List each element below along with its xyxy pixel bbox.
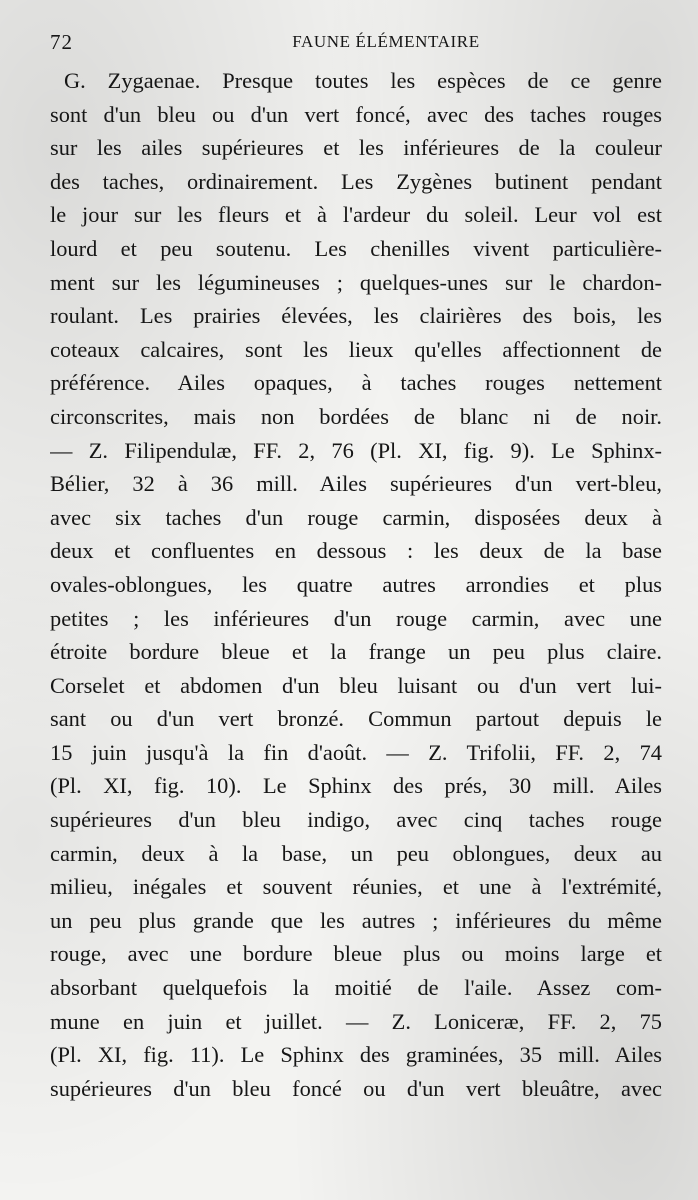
text-line: le jour sur les fleurs et à l'ardeur du soleil. Leur vol est bbox=[50, 202, 662, 228]
text-line: Corselet et abdomen d'un bleu luisant ou d'un vert lui- bbox=[50, 672, 662, 698]
text-line: deux et confluentes en dessous : les deux de la base bbox=[50, 538, 662, 564]
text-line: 15 juin jusqu'à la fin d'août. — Z. Trifolii, FF. 2, 74 bbox=[50, 739, 662, 765]
text-line: avec six taches d'un rouge carmin, disposées deux à bbox=[50, 504, 662, 530]
text-line: supérieures d'un bleu foncé ou d'un vert bleuâtre, avec bbox=[50, 1075, 662, 1101]
running-title: FAUNE ÉLÉMENTAIRE bbox=[292, 32, 480, 51]
text-line: sont d'un bleu ou d'un vert foncé, avec des taches rouges bbox=[50, 101, 662, 127]
text-line: ment sur les légumineuses ; quelques-unes sur le chardon- bbox=[50, 269, 662, 295]
text-line: — Z. Filipendulæ, FF. 2, 76 (Pl. XI, fig. 9). Le Sphinx- bbox=[50, 437, 662, 463]
text-line: un peu plus grande que les autres ; inférieures du même bbox=[50, 907, 662, 933]
text-line: des taches, ordinairement. Les Zygènes butinent pendant bbox=[50, 168, 662, 194]
text-line: (Pl. XI, fig. 11). Le Sphinx des graminées, 35 mill. Ailes bbox=[50, 1042, 662, 1068]
text-line: Bélier, 32 à 36 mill. Ailes supérieures d'un vert-bleu, bbox=[50, 471, 662, 497]
text-line: sant ou d'un vert bronzé. Commun partout depuis le bbox=[50, 706, 662, 732]
text-line: carmin, deux à la base, un peu oblongues, deux au bbox=[50, 840, 662, 866]
text-line: milieu, inégales et souvent réunies, et une à l'extrémité, bbox=[50, 874, 662, 900]
text-line: roulant. Les prairies élevées, les clairières des bois, les bbox=[50, 303, 662, 329]
text-line: petites ; les inférieures d'un rouge carmin, avec une bbox=[50, 605, 662, 631]
body-text bbox=[50, 64, 662, 1105]
text-line: lourd et peu soutenu. Les chenilles vivent particulière- bbox=[50, 235, 662, 261]
text-line: absorbant quelquefois la moitié de l'aile. Assez com- bbox=[50, 975, 662, 1001]
text-line: étroite bordure bleue et la frange un peu plus claire. bbox=[50, 639, 662, 665]
text-line: sur les ailes supérieures et les inférieures de la couleur bbox=[50, 135, 662, 161]
text-line: supérieures d'un bleu indigo, avec cinq taches rouge bbox=[50, 807, 662, 833]
text-line: mune en juin et juillet. — Z. Loniceræ, FF. 2, 75 bbox=[50, 1008, 662, 1034]
text-line: circonscrites, mais non bordées de blanc ni de noir. bbox=[50, 403, 662, 429]
text-line: (Pl. XI, fig. 10). Le Sphinx des prés, 30 mill. Ailes bbox=[50, 773, 662, 799]
page-number: 72 bbox=[50, 30, 73, 54]
text-line: rouge, avec une bordure bleue plus ou moins large et bbox=[50, 941, 662, 967]
text-line: ovales-oblongues, les quatre autres arrondies et plus bbox=[50, 571, 662, 597]
text-line: G. Zygaenae. Presque toutes les espèces de ce genre bbox=[64, 68, 662, 93]
page-header bbox=[50, 30, 662, 56]
text-line: coteaux calcaires, sont les lieux qu'elles affectionnent de bbox=[50, 336, 662, 362]
text-line: préférence. Ailes opaques, à taches rouges nettement bbox=[50, 370, 662, 396]
